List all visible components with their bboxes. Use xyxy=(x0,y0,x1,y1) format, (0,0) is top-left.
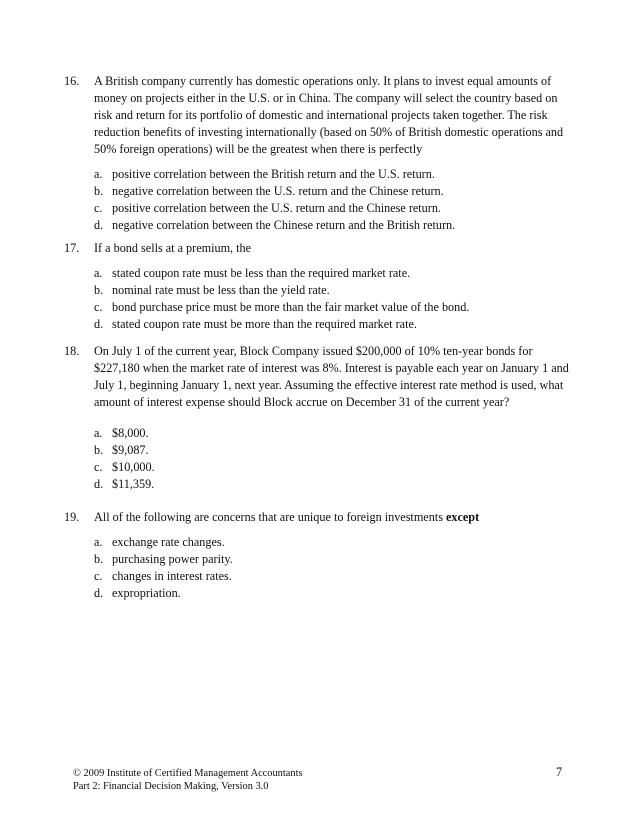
option-text: changes in interest rates. xyxy=(112,569,232,583)
answer-options xyxy=(94,425,574,493)
footer-subtitle: Part 2: Financial Decision Making, Version 3.0 xyxy=(73,781,269,792)
question-text-emphasis: except xyxy=(445,510,480,524)
option-text: expropriation. xyxy=(112,586,181,600)
option-letter: a. xyxy=(94,426,103,440)
option-letter: b. xyxy=(94,552,104,566)
option-text: nominal rate must be less than the yield rate. xyxy=(112,283,330,297)
option-letter: a. xyxy=(94,266,103,280)
answer-option xyxy=(94,551,574,568)
option-text: purchasing power parity. xyxy=(112,552,233,566)
answer-option xyxy=(94,425,574,442)
option-text: $10,000. xyxy=(112,460,155,474)
option-text: $8,000. xyxy=(112,426,149,440)
option-letter: d. xyxy=(94,218,104,232)
option-text: stated coupon rate must be less than the required market rate. xyxy=(112,266,411,280)
answer-option xyxy=(94,585,574,602)
option-letter: a. xyxy=(94,535,103,549)
option-text: positive correlation between the U.S. return and the Chinese return. xyxy=(112,201,441,215)
question-16 xyxy=(64,73,574,234)
question-number: 16. xyxy=(64,74,80,88)
answer-option xyxy=(94,265,574,282)
question-text: A British company currently has domestic operations only. It plans to invest equal amounts of money on projects either in the U.S. or in China. The company will select the country based on risk and return for its portfolio of domestic and international projects taken together. The risk reduction benefits of investing internationally (based on 50% of British domestic operations and 50% foreign operations) will be the greatest when there is perfectly xyxy=(94,74,564,156)
question-18 xyxy=(64,343,574,493)
answer-option xyxy=(94,316,574,333)
option-letter: b. xyxy=(94,283,104,297)
option-text: negative correlation between the Chinese return and the British return. xyxy=(112,218,456,232)
question-number: 19. xyxy=(64,510,80,524)
option-letter: b. xyxy=(94,184,104,198)
answer-option xyxy=(94,282,574,299)
answer-option xyxy=(94,459,574,476)
question-number: 17. xyxy=(64,241,80,255)
option-text: $9,087. xyxy=(112,443,149,457)
answer-options xyxy=(94,166,574,234)
answer-option xyxy=(94,442,574,459)
answer-option xyxy=(94,534,574,551)
option-text: negative correlation between the U.S. return and the Chinese return. xyxy=(112,184,444,198)
option-text: exchange rate changes. xyxy=(112,535,225,549)
answer-option xyxy=(94,568,574,585)
question-19 xyxy=(64,509,574,602)
answer-option xyxy=(94,183,574,200)
option-text: positive correlation between the British return and the U.S. return. xyxy=(112,167,435,181)
question-text-main: All of the following are concerns that are unique to foreign investments xyxy=(94,510,443,524)
option-letter: a. xyxy=(94,167,103,181)
answer-option xyxy=(94,166,574,183)
question-number: 18. xyxy=(64,344,80,358)
option-text: bond purchase price must be more than the fair market value of the bond. xyxy=(112,300,470,314)
copyright-line: © 2009 Institute of Certified Management Accountants xyxy=(73,768,303,779)
option-text: $11,359. xyxy=(112,477,155,491)
answer-options xyxy=(94,265,574,333)
page-number: 7 xyxy=(556,765,563,779)
answer-option xyxy=(94,217,574,234)
question-17 xyxy=(64,240,574,333)
option-letter: d. xyxy=(94,317,104,331)
option-text: stated coupon rate must be more than the required market rate. xyxy=(112,317,417,331)
option-letter: c. xyxy=(94,201,103,215)
option-letter: d. xyxy=(94,477,104,491)
option-letter: b. xyxy=(94,443,104,457)
answer-option xyxy=(94,299,574,316)
option-letter: c. xyxy=(94,569,103,583)
option-letter: d. xyxy=(94,586,104,600)
option-letter: c. xyxy=(94,300,103,314)
option-letter: c. xyxy=(94,460,103,474)
answer-option xyxy=(94,476,574,493)
question-text: If a bond sells at a premium, the xyxy=(94,241,252,255)
page-footer xyxy=(73,767,303,793)
answer-option xyxy=(94,200,574,217)
question-text xyxy=(94,509,574,526)
question-text: On July 1 of the current year, Block Company issued $200,000 of 10% ten-year bonds for $227,180 when the market rate of interest was 8%. Interest is payable each year on January 1 and July 1, beginning January 1, next year. Assuming the effective interest rate method is used, what amount of interest expense should Block accrue on December 31 of the current year? xyxy=(94,344,569,409)
answer-options xyxy=(94,534,574,602)
